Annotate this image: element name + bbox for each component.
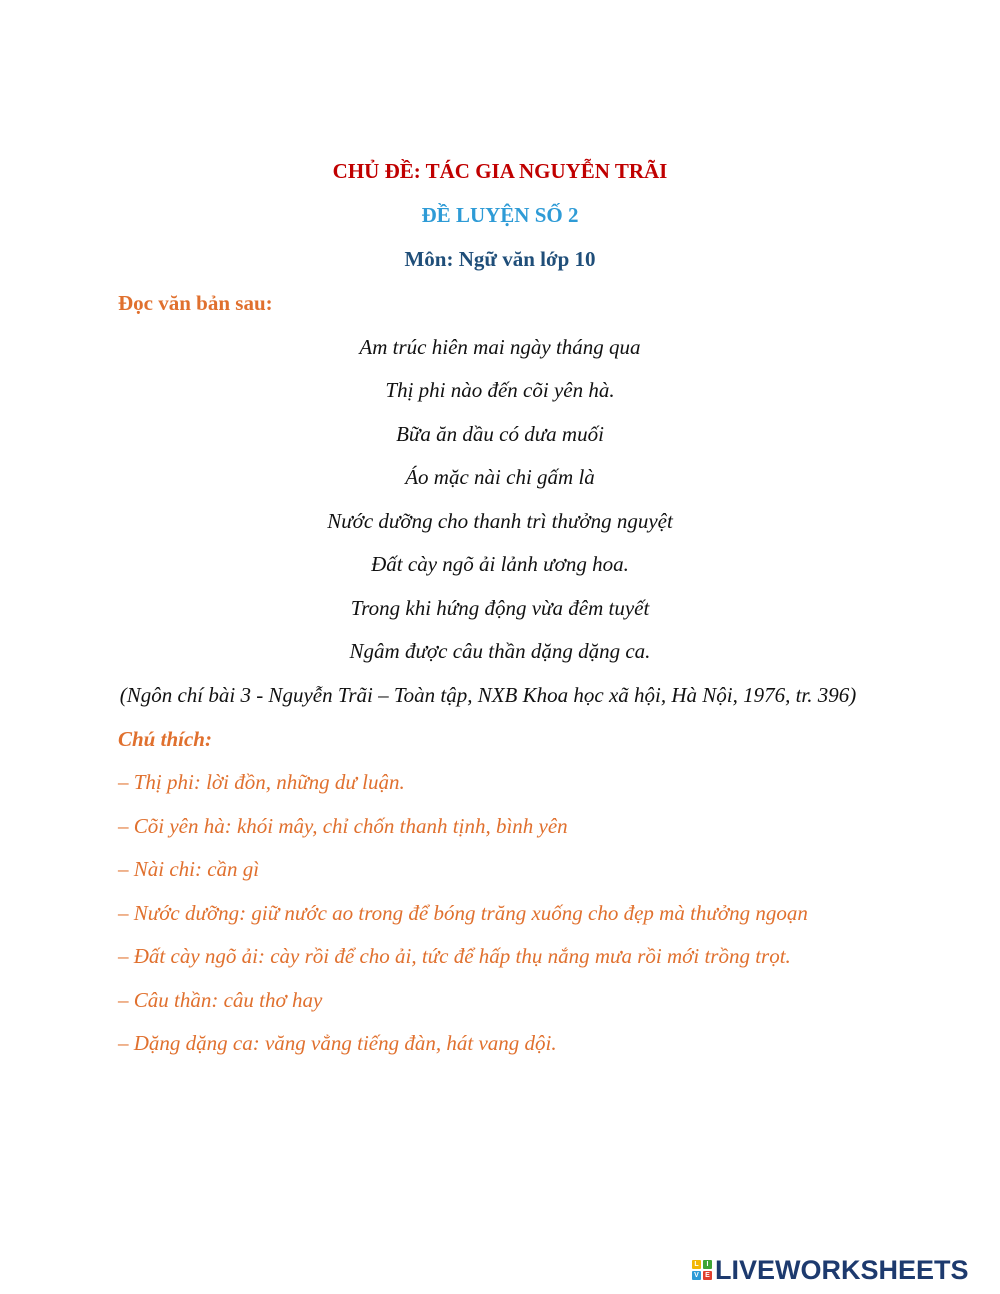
note-item: – Nước dưỡng: giữ nước ao trong để bóng trăng xuống cho đẹp mà thưởng ngoạn bbox=[118, 901, 808, 925]
note-item: – Thị phi: lời đồn, những dư luận. bbox=[118, 770, 405, 794]
liveworksheets-logo-icon bbox=[692, 1260, 712, 1280]
note-item: – Dặng dặng ca: văng vẳng tiếng đàn, hát vang dội. bbox=[118, 1031, 557, 1055]
note-item: – Đất cày ngõ ải: cày rồi để cho ải, tức để hấp thụ nắng mưa rồi mới trồng trọt. bbox=[118, 944, 791, 968]
poem-line: Am trúc hiên mai ngày tháng qua bbox=[359, 335, 641, 359]
poem-line: Áo mặc nài chi gấm là bbox=[405, 465, 595, 489]
poem-source: (Ngôn chí bài 3 - Nguyễn Trãi – Toàn tập, NXB Khoa học xã hội, Hà Nội, 1976, tr. 396) bbox=[119, 683, 857, 707]
note-item: – Câu thần: câu thơ hay bbox=[118, 988, 323, 1012]
poem-line: Đất cày ngõ ải lảnh ương hoa. bbox=[371, 552, 629, 576]
poem-line: Ngâm được câu thần dặng dặng ca. bbox=[349, 639, 651, 663]
poem-line: Nước dưỡng cho thanh trì thưởng nguyệt bbox=[327, 509, 673, 533]
liveworksheets-logo-text: LIVEWORKSHEETS bbox=[715, 1254, 969, 1285]
subject-label: Môn: Ngữ văn lớp 10 bbox=[404, 247, 596, 271]
note-item: – Cõi yên hà: khói mây, chỉ chốn thanh tịnh, bình yên bbox=[118, 814, 568, 838]
note-item: – Nài chi: cần gì bbox=[118, 857, 260, 881]
liveworksheets-logo[interactable] bbox=[692, 1255, 969, 1285]
poem-line: Trong khi hứng động vừa đêm tuyết bbox=[350, 596, 650, 620]
logo-mark-cell: L bbox=[692, 1260, 701, 1269]
poem-line: Thị phi nào đến cõi yên hà. bbox=[385, 378, 615, 402]
reading-prompt: Đọc văn bản sau: bbox=[118, 291, 273, 315]
logo-mark-cell: I bbox=[703, 1260, 712, 1269]
page-title: CHỦ ĐỀ: TÁC GIA NGUYỄN TRÃI bbox=[332, 159, 668, 183]
exercise-number: ĐỀ LUYỆN SỐ 2 bbox=[421, 203, 579, 227]
notes-heading: Chú thích: bbox=[118, 727, 212, 751]
poem-line: Bữa ăn dầu có dưa muối bbox=[396, 422, 604, 446]
logo-mark-cell: V bbox=[692, 1271, 701, 1280]
logo-mark-cell: E bbox=[703, 1271, 712, 1280]
